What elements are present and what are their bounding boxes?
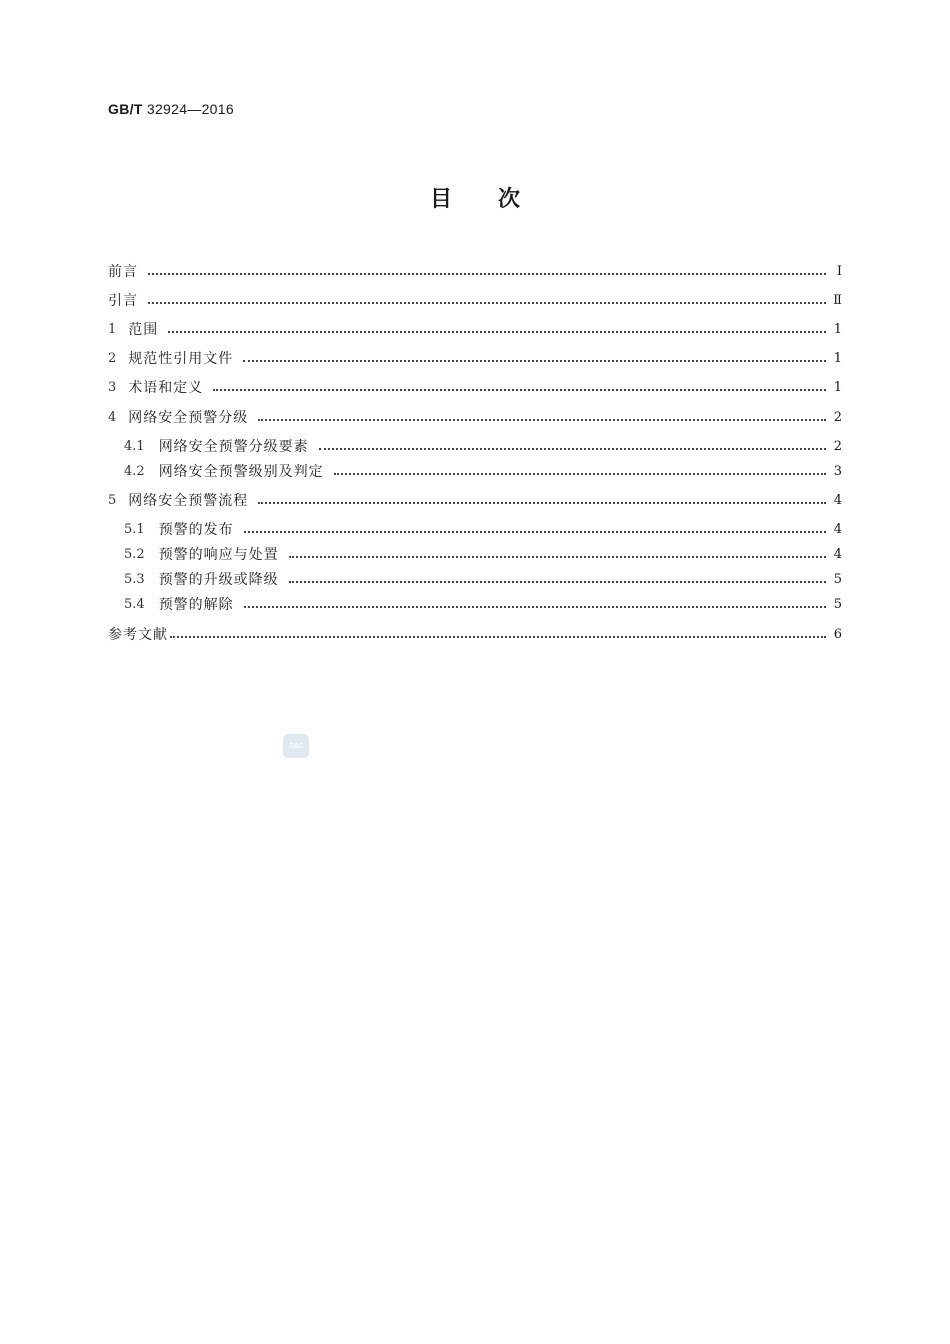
toc-entry-number: 3 [108,379,117,395]
toc-entry-label: 预警的响应与处置 [158,547,279,563]
toc-entry-page: 4 [833,521,842,537]
toc-entry-number: 5.4 [124,596,145,612]
toc-entry-page: 5 [833,596,842,612]
toc-entry-page: 6 [833,626,842,642]
toc-entry-label: 网络安全预警级别及判定 [158,464,324,480]
toc-entry-page: 3 [833,463,842,479]
toc-entry-page: 5 [833,571,842,587]
dot-leader [148,272,826,275]
sac-watermark: SAC [283,734,309,758]
toc-entry-label: 预警的解除 [158,597,234,613]
toc-entry-page: 2 [833,409,842,425]
dot-leader [319,447,826,450]
dot-leader [244,605,826,608]
toc-entry-4-2[interactable] [108,461,842,481]
toc-entry-label: 网络安全预警分级要素 [158,439,309,455]
toc-entry-page: 2 [833,438,842,454]
toc-entry-label: 网络安全预警分级 [128,410,249,426]
toc-entry-label: 前言 [108,264,138,280]
toc-entry-foreword[interactable] [108,261,842,281]
dot-leader [148,301,826,304]
toc-entry-4-1[interactable] [108,436,842,456]
standard-number: 32924—2016 [146,101,234,117]
dot-leader [258,501,826,504]
dot-leader [243,359,826,362]
dot-leader [170,635,826,638]
dot-leader [213,388,826,391]
toc-entry-label: 范围 [128,322,159,338]
toc-entry-label: 预警的升级或降级 [158,572,279,588]
toc-entry-5-4[interactable] [108,594,842,614]
toc-entry-page: 4 [833,546,842,562]
toc-entry-number: 2 [108,350,117,366]
standard-code [108,101,234,117]
toc-entry-5-1[interactable] [108,519,842,539]
standard-prefix: GB/T [108,101,143,117]
toc-entry-number: 5.2 [124,546,145,562]
toc-entry-label: 预警的发布 [158,522,234,538]
toc-entry-page: 1 [833,350,842,366]
toc-entry-page: Ⅰ [836,263,842,279]
toc-entry-number: 4.2 [124,463,145,479]
toc-entry-number: 5 [108,492,117,508]
toc-entry-label: 术语和定义 [128,380,204,396]
dot-leader [289,580,826,583]
toc-entry-label: 参考文献 [108,627,168,643]
toc-entry-label: 网络安全预警流程 [128,493,249,509]
dot-leader [289,555,826,558]
toc-entry-bibliography[interactable] [108,624,842,644]
dot-leader [334,472,826,475]
toc-entry-label: 规范性引用文件 [128,351,234,367]
toc-entry-5-2[interactable] [108,544,842,564]
dot-leader [244,530,826,533]
toc-entry-1[interactable] [108,319,842,339]
toc-entry-label: 引言 [108,293,138,309]
toc-entry-number: 4.1 [124,438,145,454]
toc-entry-page: Ⅱ [833,292,842,308]
toc-entry-number: 4 [108,409,117,425]
dot-leader [258,418,826,421]
toc-entry-2[interactable] [108,348,842,368]
toc-entry-5[interactable] [108,490,842,510]
toc-entry-5-3[interactable] [108,569,842,589]
toc-entry-introduction[interactable] [108,290,842,310]
toc-entry-number: 1 [108,321,117,337]
page-title: 目次 [429,187,566,212]
toc-entry-3[interactable] [108,377,842,397]
toc-entry-number: 5.3 [124,571,145,587]
toc-entry-page: 1 [833,321,842,337]
toc-entry-number: 5.1 [124,521,145,537]
toc-entry-page: 4 [833,492,842,508]
dot-leader [168,330,826,333]
toc-entry-4[interactable] [108,407,842,427]
toc-entry-page: 1 [833,379,842,395]
